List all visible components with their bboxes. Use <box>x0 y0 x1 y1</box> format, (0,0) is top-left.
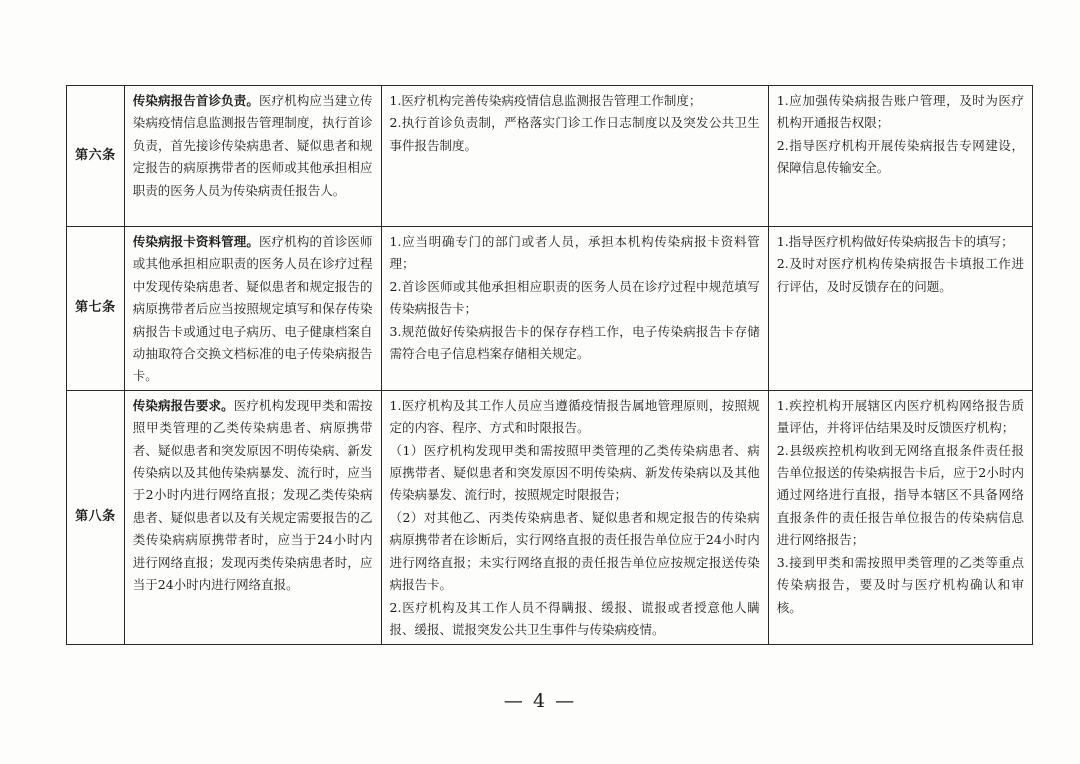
institution-duties <box>381 86 768 227</box>
list-item: 2.指导医疗机构开展传染病报告专网建设，保障信息传输安全。 <box>776 137 1024 176</box>
list-item: 2.县级疾控机构收到无网络直报条件责任报告单位报送的传染病报告卡后，应于2小时内通过网络进行直报，指导本辖区不具备网络直报条件的责任报告单位报告的传染病信息进行网络报告； <box>776 442 1024 548</box>
list-item: 2.医疗机构及其工作人员不得瞒报、缓报、谎报或者授意他人瞒报、缓报、谎报突发公共卫生事件与传染病疫情。 <box>389 599 760 637</box>
list-item: （2）对其他乙、丙类传染病患者、疑似患者和规定报告的传染病病原携带者在诊断后，实行网络直报的责任报告单位应于24小时内进行网络直报；未实行网络直报的责任报告单位应按规定报送传染病报告卡。 <box>389 509 760 593</box>
regulation-table <box>66 85 1033 645</box>
list-item: 1.应加强传染病报告账户管理，及时为医疗机构开通报告权限； <box>776 93 1024 131</box>
institution-duties <box>381 227 768 391</box>
list-item: 3.接到甲类和需按照甲类管理的乙类等重点传染病报告，要及时与医疗机构确认和审核。 <box>776 554 1024 615</box>
institution-duties <box>381 390 768 644</box>
article-number: 第八条 <box>67 390 125 644</box>
article-title: 传染病报卡资料管理。 <box>132 234 259 249</box>
table-row <box>67 390 1033 644</box>
list-item: 1.疾控机构开展辖区内医疗机构网络报告质量评估，并将评估结果及时反馈医疗机构； <box>776 397 1024 436</box>
table-row <box>67 227 1033 391</box>
supervision-duties <box>768 227 1032 391</box>
page-number: — 4 — <box>503 690 577 712</box>
article-title: 传染病报告要求。 <box>132 397 234 413</box>
article-title: 传染病报告首诊负责。 <box>132 93 259 108</box>
list-item: 1.医疗机构及其工作人员应当遵循疫情报告属地管理原则，按照规定的内容、程序、方式和时限报告。 <box>389 397 760 436</box>
table-row <box>67 86 1033 227</box>
list-item: 3.规范做好传染病报告卡的保存存档工作，电子传染病报告卡存储需符合电子信息档案存储相关规定。 <box>389 323 760 362</box>
article-body: 医疗机构的首诊医师或其他承担相应职责的医务人员在诊疗过程中发现传染病患者、疑似患者和规定报告的病原携带者后应当按照规定填写和保存传染病报告卡或通过电子病历、电子健康档案自动抽取符合交换文档标准的电子传染病报告卡。 <box>132 234 373 384</box>
supervision-duties <box>768 86 1032 227</box>
list-item: 2.及时对医疗机构传染病报告卡填报工作进行评估，及时反馈存在的问题。 <box>776 256 1024 294</box>
article-content <box>124 390 381 644</box>
list-item: 2.首诊医师或其他承担相应职责的医务人员在诊疗过程中规范填写传染病报告卡； <box>389 278 760 317</box>
article-body: 医疗机构应当建立传染病疫情信息监测报告管理制度，执行首诊负责，首先接诊传染病患者、疑似患者和规定报告的病原携带者的医师或其他承担相应职责的医务人员为传染病责任报告人。 <box>132 93 373 198</box>
list-item: 1.指导医疗机构做好传染病报告卡的填写； <box>776 234 1014 249</box>
list-item: 1.应当明确专门的部门或者人员，承担本机构传染病报卡资料管理； <box>389 234 760 272</box>
list-item: （1）医疗机构发现甲类和需按照甲类管理的乙类传染病患者、病原携带者、疑似患者和突发原因不明传染病、新发传染病以及其他传染病暴发、流行时，按照规定时限报告； <box>389 442 760 503</box>
list-item: 1.医疗机构完善传染病疫情信息监测报告管理工作制度； <box>389 93 702 108</box>
article-number: 第七条 <box>67 227 125 391</box>
list-item: 2.执行首诊负责制，严格落实门诊工作日志制度以及突发公共卫生事件报告制度。 <box>389 115 760 153</box>
article-content <box>124 86 381 227</box>
supervision-duties <box>768 390 1032 644</box>
article-number: 第六条 <box>67 86 125 227</box>
article-content <box>124 227 381 391</box>
article-body: 医疗机构发现甲类和需按照甲类管理的乙类传染病患者、病原携带者、疑似患者和突发原因不明传染病、新发传染病以及其他传染病暴发、流行时，应当于2小时内进行网络直报；发现乙类传染病患者、疑似患者以及有关规定需要报告的乙类传染病病原携带者时，应当于24小时内进行网络直报；发现丙类传染病患者时，应当于24小时内进行网络直报。 <box>132 397 373 593</box>
